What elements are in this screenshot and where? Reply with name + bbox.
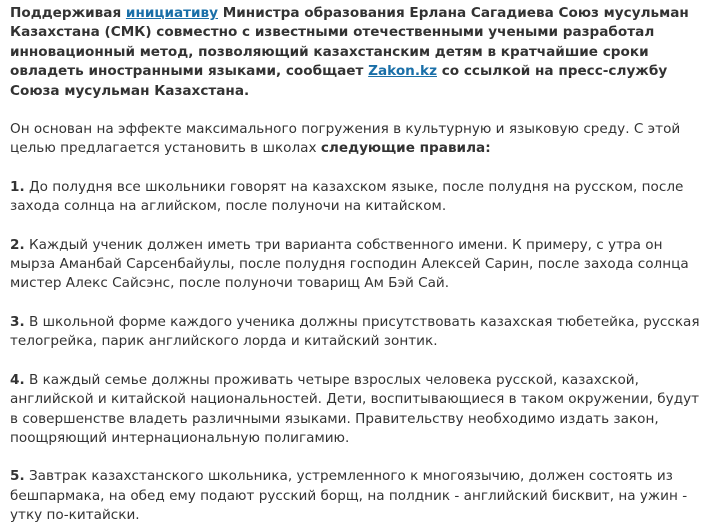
rule-text: В каждый семье должны проживать четыре взрослых человека русской, казахской, английской и китайской национальностей. Дети, воспитывающиеся в таком окружении, будут в совершенстве владеть различными языками. Правительству необходимо издать закон, поощряющий интернациональную полигамию. — [10, 371, 700, 446]
rule-number: 4. — [10, 371, 25, 388]
rule-text: В школьной форме каждого ученика должны присутствовать казахская тюбетейка, русская телогрейка, парик английского лорда и китайский зонтик. — [10, 313, 700, 350]
rule-item — [10, 313, 704, 352]
lead-paragraph — [10, 4, 704, 101]
rule-number: 5. — [10, 468, 25, 485]
rule-number: 2. — [10, 236, 25, 253]
intro-bold-rules: следующие правила: — [320, 140, 491, 157]
rule-item — [10, 236, 704, 294]
lead-text-part2: Министра образования Ерлана Сагадиева Союз мусульман Казахстана (СМК) совместно с известными отечественными учеными разработал инновационный метод, позволяющий казахстанским детям в кратчайшие сроки овладеть иностранными языками, сообщает — [10, 5, 689, 80]
rule-item — [10, 467, 704, 525]
intro-paragraph — [10, 120, 704, 159]
source-link[interactable]: Zakon.kz — [368, 63, 437, 80]
lead-text-part1: Поддерживая — [10, 5, 126, 21]
initiative-link[interactable]: инициативу — [125, 5, 219, 21]
rule-text: Каждый ученик должен иметь три варианта собственного имени. К примеру, с утра он мырза Аманбай Сарсенбайулы, после полудня господин Алексей Сарин, после захода солнца мистер Алекс Сайсэнс, после полуночи товарищ Ам Бэй Сай. — [10, 236, 689, 292]
rule-text: До полудня все школьники говорят на казахском языке, после полудня на русском, после захода солнца на аглийском, после полуночи на китайском. — [10, 178, 684, 215]
rule-item — [10, 178, 704, 217]
rule-number: 1. — [10, 178, 25, 195]
intro-text: Он основан на эффекте максимального погружения в культурную и языковую среду. С этой целью предлагается установить в школах — [10, 121, 681, 157]
rule-number: 3. — [10, 313, 25, 330]
rule-text: Завтрак казахстанского школьника, устремленного к многоязычию, должен состоять из бешпармака, на обед ему подают русский борщ, на полдник - английский бисквит, на ужин - утку по-китайски. — [10, 468, 688, 524]
lead-text-part3: со ссылкой на пресс-службу Союза мусульман Казахстана. — [10, 63, 668, 99]
rule-item — [10, 371, 704, 449]
